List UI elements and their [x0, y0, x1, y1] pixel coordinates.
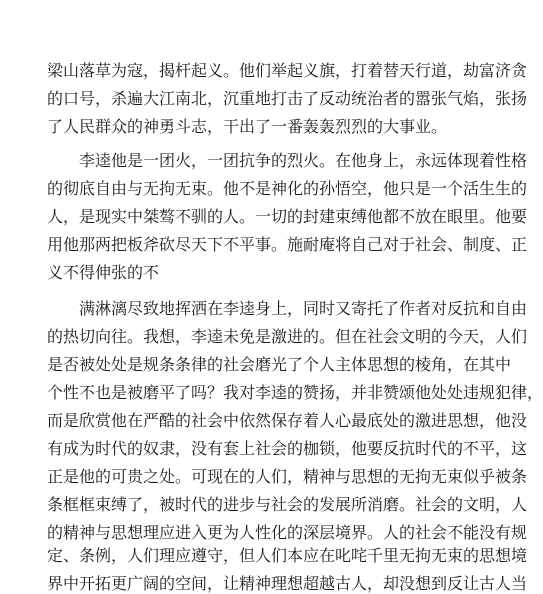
text-line: 的口号，杀遍大江南北，沉重地打击了反动统治者的嚣张气焰，张扬	[47, 89, 528, 108]
text-line: 的精神与思想理应进入更为人性化的深层境界。人的社会不能没有规	[47, 523, 528, 542]
text-line: 梁山落草为寇，揭杆起义。他们举起义旗，打着替天行道，劫富济贪	[47, 61, 528, 80]
text-line: 有成为时代的奴隶，没有套上社会的枷锁，他要反抗时代的不平，这	[47, 439, 528, 458]
text-line: 人，是现实中桀骜不驯的人。一切的封建束缚他都不放在眼里。他要	[47, 207, 528, 226]
text-line: 了人民群众的神勇斗志，干出了一番轰轰烈烈的大事业。	[47, 117, 448, 136]
text-line: 个性不也是被磨平了吗？我对李逵的赞扬，并非赞颂他处处违规犯律，	[47, 383, 543, 402]
text-line: 满淋漓尽致地挥洒在李逵身上，同时又寄托了作者对反抗和自由	[79, 299, 528, 318]
text-line: 李逵他是一团火，一团抗争的烈火。在他身上，永远体现着性格	[79, 151, 528, 170]
text-line: 定、条例，人们理应遵守，但人们本应在叱咤千里无拘无束的思想境	[47, 546, 528, 565]
text-line: 的彻底自由与无拘无束。他不是神化的孙悟空，他只是一个活生生的	[47, 179, 528, 198]
text-line: 条框框束缚了，被时代的进步与社会的发展所消磨。社会的文明，人	[47, 495, 528, 514]
text-line: 是否被处处是规条条律的社会磨光了个人主体思想的棱角，在其中	[47, 355, 512, 374]
text-line: 用他那两把板斧砍尽天下不平事。施耐庵将自己对于社会、制度、正	[47, 235, 528, 254]
text-line: 义不得伸张的不	[47, 263, 160, 282]
text-line: 正是他的可贵之处。可现在的人们，精神与思想的无拘无束似乎被条	[47, 467, 528, 486]
text-line: 界中开拓更广阔的空间，让精神理想超越古人，却没想到反让古人当	[47, 574, 528, 593]
text-line: 的热切向往。我想，李逵未免是激进的。但在社会文明的今天，人们	[47, 327, 528, 346]
text-line: 而是欣赏他在严酷的社会中依然保存着人心最底处的激进思想，他没	[47, 411, 528, 430]
